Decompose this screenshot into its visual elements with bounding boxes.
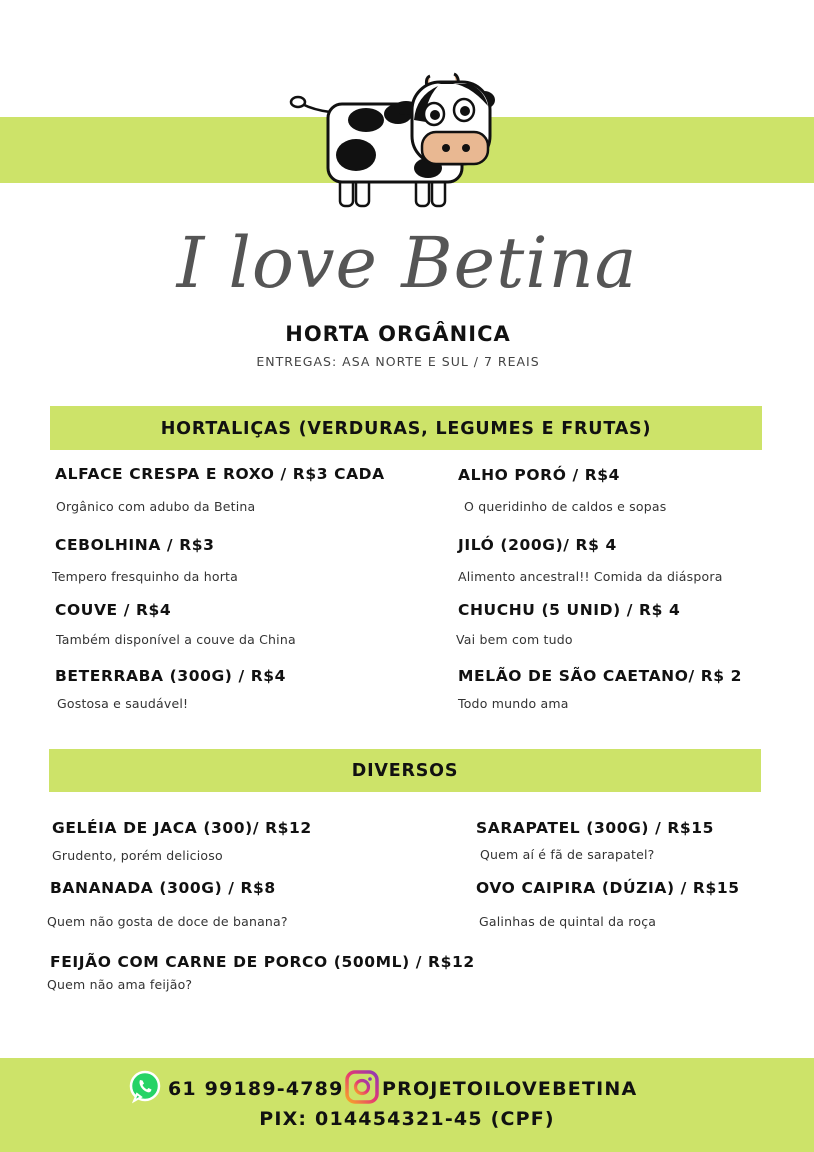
- menu-item-title: COUVE / R$4: [55, 601, 172, 619]
- section-header-misc: DIVERSOS: [49, 749, 761, 792]
- menu-item-description: Orgânico com adubo da Betina: [56, 499, 256, 514]
- instagram-handle[interactable]: PROJETOILOVEBETINA: [382, 1078, 638, 1100]
- phone-number[interactable]: 61 99189-4789: [168, 1078, 344, 1100]
- menu-item-description: Grudento, porém delicioso: [52, 848, 223, 863]
- menu-item-title: ALHO PORÓ / R$4: [458, 466, 621, 484]
- menu-item-title: CHUCHU (5 UNID) / R$ 4: [458, 601, 681, 619]
- menu-item-description: Todo mundo ama: [458, 696, 569, 711]
- page-subtitle: HORTA ORGÂNICA: [285, 322, 511, 346]
- menu-item-description: Gostosa e saudável!: [57, 696, 189, 711]
- menu-item-description: Tempero fresquinho da horta: [52, 569, 238, 584]
- menu-item-description: O queridinho de caldos e sopas: [464, 499, 667, 514]
- delivery-info: ENTREGAS: ASA NORTE E SUL / 7 REAIS: [256, 354, 540, 369]
- menu-item-description: Também disponível a couve da China: [56, 632, 296, 647]
- menu-item-title: MELÃO DE SÃO CAETANO/ R$ 2: [458, 667, 743, 685]
- section-header-vegetables: HORTALIÇAS (VERDURAS, LEGUMES E FRUTAS): [50, 406, 762, 450]
- menu-item-title: ALFACE CRESPA E ROXO / R$3 CADA: [55, 465, 385, 483]
- menu-item-title: FEIJÃO COM CARNE DE PORCO (500ML) / R$12: [50, 953, 475, 971]
- contact-row: [0, 1068, 814, 1108]
- menu-item-description: Quem aí é fã de sarapatel?: [480, 847, 655, 862]
- menu-item-title: OVO CAIPIRA (DÚZIA) / R$15: [476, 879, 740, 897]
- cow-icon: [288, 70, 498, 212]
- menu-item-description: Galinhas de quintal da roça: [479, 914, 657, 929]
- menu-item-description: Quem não ama feijão?: [47, 977, 193, 992]
- whatsapp-icon[interactable]: [128, 1070, 162, 1104]
- menu-item-description: Vai bem com tudo: [456, 632, 573, 647]
- menu-item-title: CEBOLHINA / R$3: [55, 536, 215, 554]
- brand-title: I love Betina: [176, 222, 638, 304]
- menu-item-title: BETERRABA (300G) / R$4: [55, 667, 287, 685]
- menu-item-title: GELÉIA DE JACA (300)/ R$12: [52, 819, 312, 837]
- menu-item-description: Alimento ancestral!! Comida da diáspora: [458, 569, 723, 584]
- pix-key: PIX: 014454321-45 (CPF): [259, 1108, 555, 1130]
- menu-item-description: Quem não gosta de doce de banana?: [47, 914, 288, 929]
- instagram-icon[interactable]: [345, 1070, 379, 1104]
- menu-item-title: BANANADA (300G) / R$8: [50, 879, 276, 897]
- menu-item-title: JILÓ (200G)/ R$ 4: [458, 536, 617, 554]
- menu-item-title: SARAPATEL (300G) / R$15: [476, 819, 715, 837]
